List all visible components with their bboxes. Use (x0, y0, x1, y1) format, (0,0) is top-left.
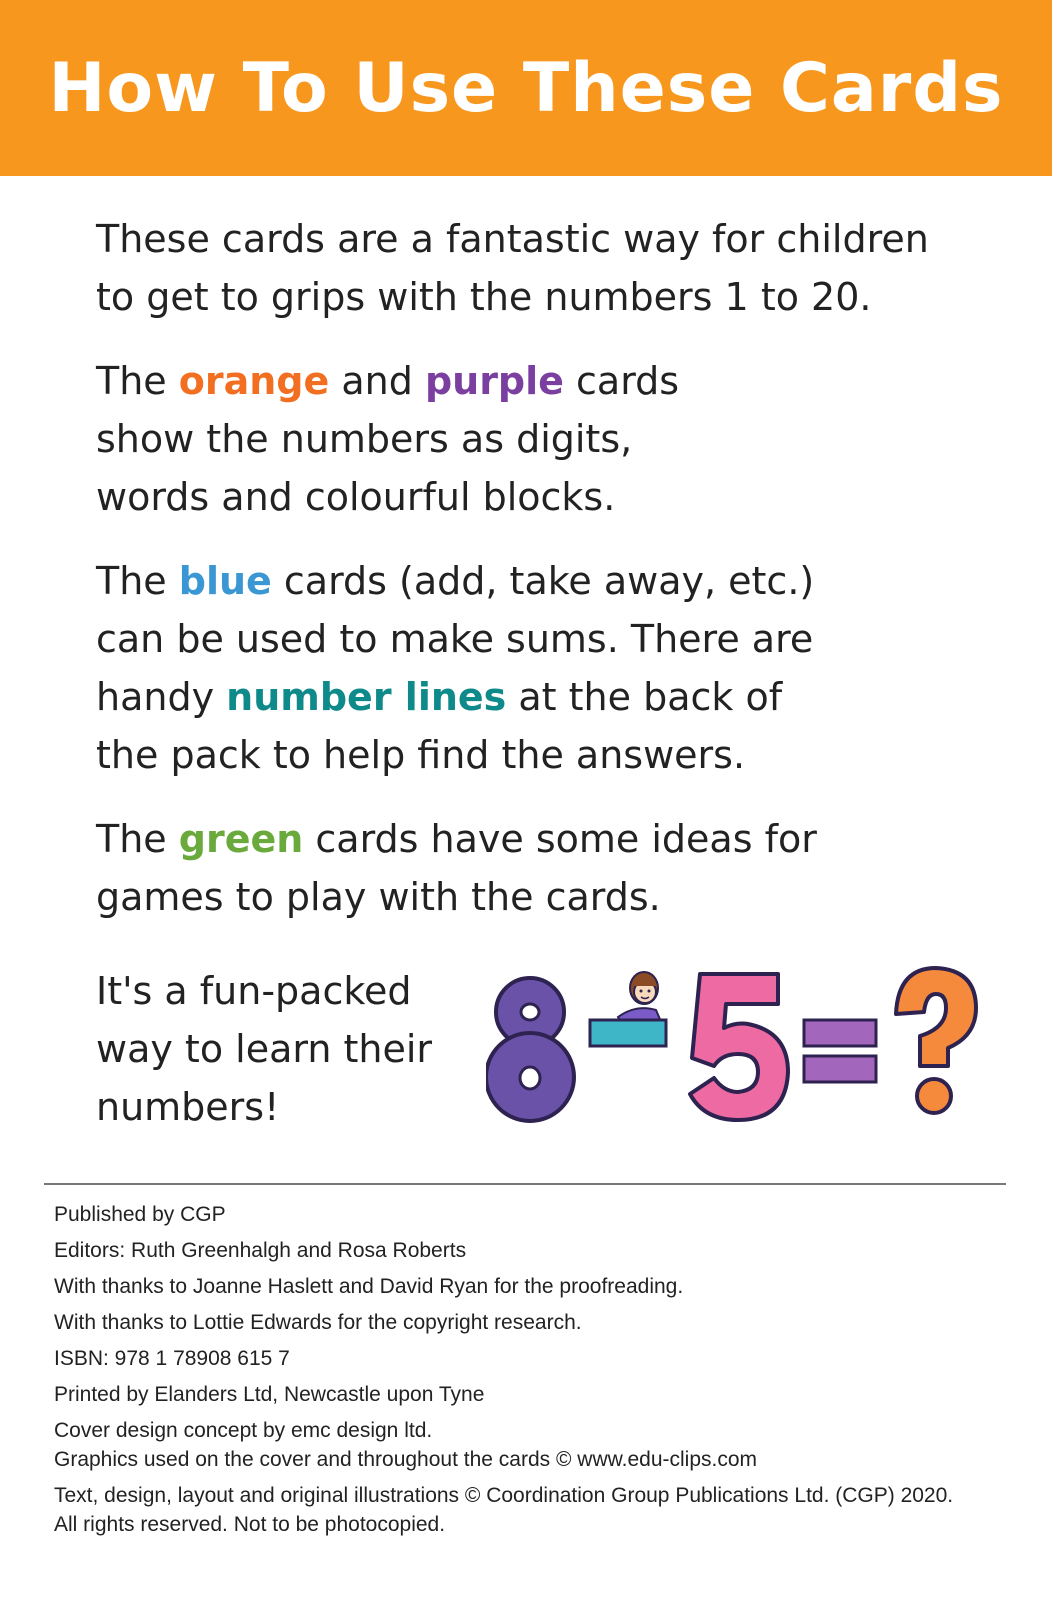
page-title: How To Use These Cards (48, 48, 1004, 128)
green-keyword: green (178, 817, 304, 861)
fun-line-1: It's a fun-packed (96, 969, 412, 1013)
five-digit-icon (690, 974, 788, 1120)
orange-keyword: orange (178, 359, 330, 403)
header-banner (0, 0, 1052, 176)
credits-section (54, 1200, 1044, 1539)
purple-keyword: purple (424, 359, 564, 403)
p4-line-2: games to play with the cards. (96, 875, 661, 919)
p2-post: cards (563, 359, 680, 403)
blue-paragraph (96, 552, 996, 784)
p2-mid: and (329, 359, 425, 403)
p3-line-2: can be used to make sums. There are (96, 617, 814, 661)
question-mark-icon (896, 968, 976, 1113)
equals-sign-icon (804, 1020, 876, 1082)
credit-printer: Printed by Elanders Ltd, Newcastle upon Tyne (54, 1383, 485, 1406)
sum-illustration (486, 962, 1006, 1132)
p3-line-3-post: at the back of (506, 675, 783, 719)
intro-paragraph (96, 210, 996, 326)
p3-post: cards (add, take away, etc.) (271, 559, 815, 603)
credit-graphics: Graphics used on the cover and throughout the cards © www.edu-clips.com (54, 1448, 758, 1471)
credit-published: Published by CGP (54, 1203, 226, 1226)
intro-line-1: These cards are a fantastic way for children (96, 217, 929, 261)
p3-pre: The (96, 559, 179, 603)
number-lines-keyword: number lines (226, 675, 507, 719)
credit-copyright: Text, design, layout and original illustrations © Coordination Group Publications Ltd. (CGP) 2020. (54, 1484, 954, 1507)
credit-isbn: ISBN: 978 1 78908 615 7 (54, 1347, 290, 1370)
eight-digit-icon (486, 962, 574, 1121)
p2-line-3: words and colourful blocks. (96, 475, 616, 519)
credit-cover-design: Cover design concept by emc design ltd. (54, 1419, 433, 1442)
p2-pre: The (96, 359, 179, 403)
minus-sign-icon (590, 1020, 666, 1046)
orange-purple-paragraph (96, 352, 996, 526)
intro-line-2: to get to grips with the numbers 1 to 20. (96, 275, 872, 319)
divider (44, 1183, 1006, 1185)
credit-editors: Editors: Ruth Greenhalgh and Rosa Roberts (54, 1239, 467, 1262)
fun-line-2: way to learn their (96, 1027, 433, 1071)
p3-line-3-pre: handy (96, 675, 227, 719)
fun-paragraph (96, 962, 476, 1136)
green-paragraph (96, 810, 996, 926)
p2-line-2: show the numbers as digits, (96, 417, 633, 461)
p3-line-4: the pack to help find the answers. (96, 733, 746, 777)
credit-rights: All rights reserved. Not to be photocopied. (54, 1513, 446, 1536)
blue-keyword: blue (178, 559, 272, 603)
fun-line-3: numbers! (96, 1085, 280, 1129)
p4-pre: The (96, 817, 179, 861)
credit-thanks-proofreading: With thanks to Joanne Haslett and David Ryan for the proofreading. (54, 1275, 684, 1298)
p4-post: cards have some ideas for (303, 817, 817, 861)
instructions (96, 210, 996, 952)
credit-thanks-copyright: With thanks to Lottie Edwards for the copyright research. (54, 1311, 582, 1334)
